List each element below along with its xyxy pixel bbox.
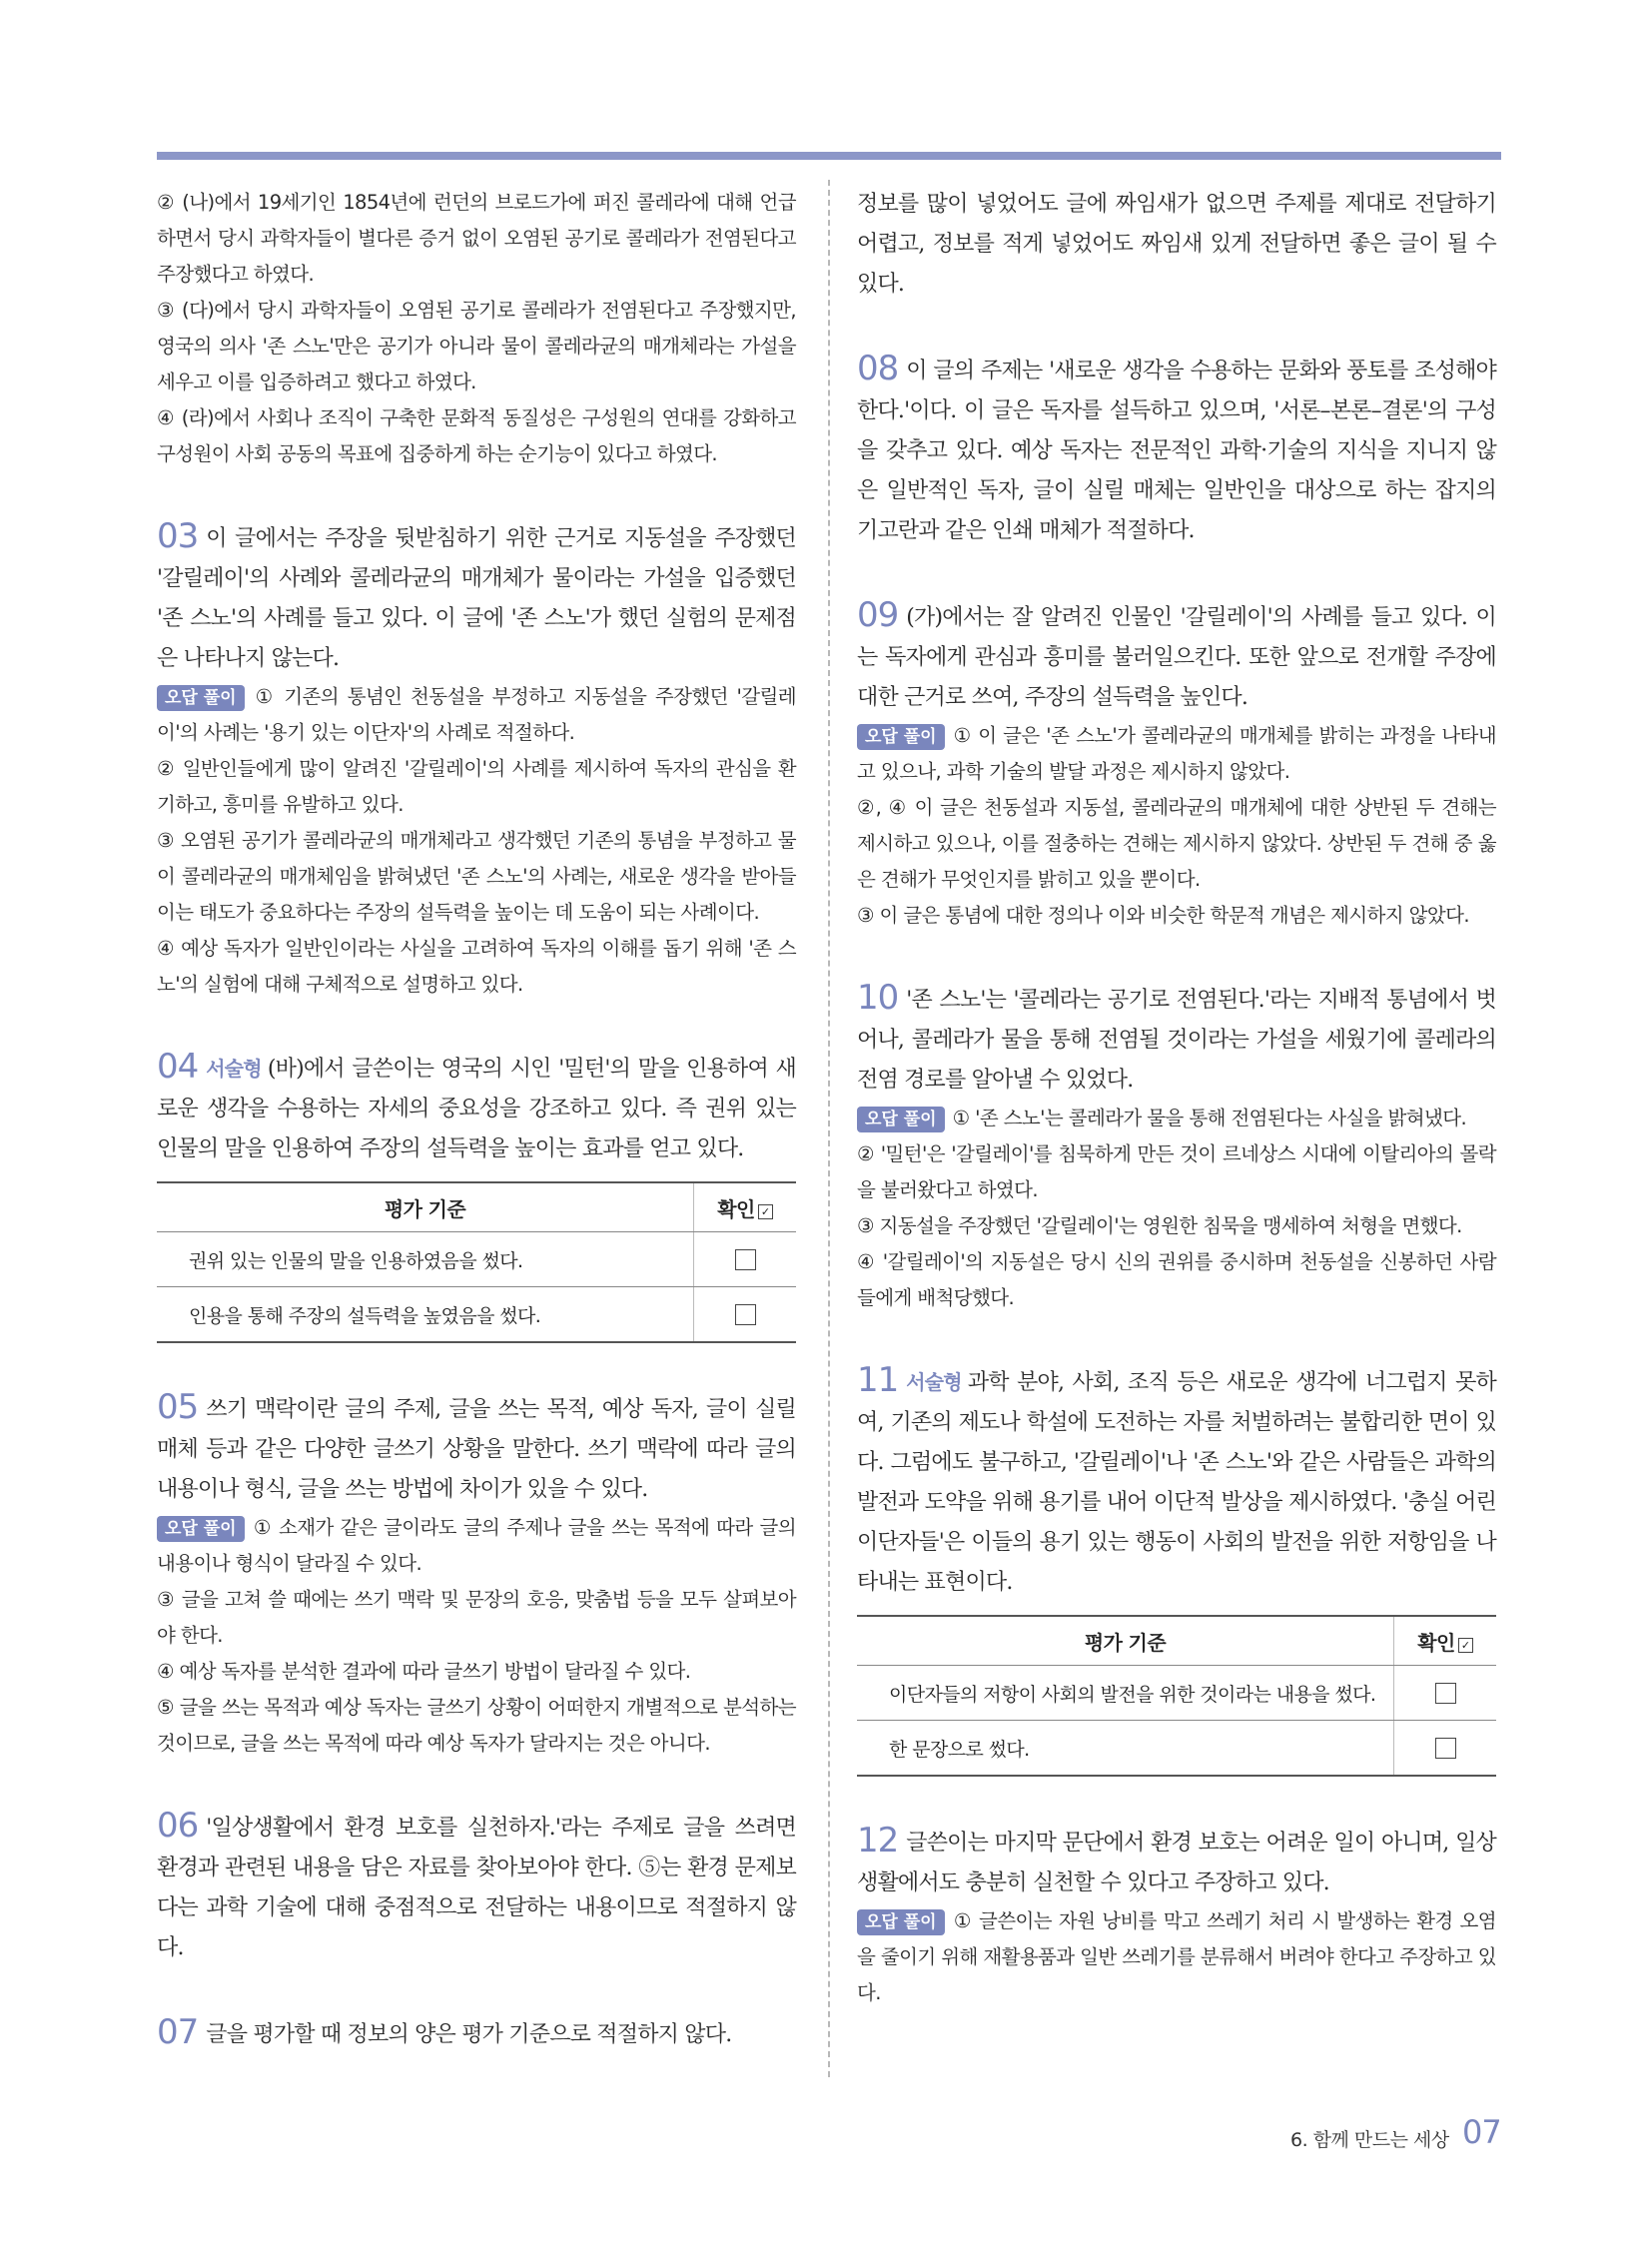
wrong-answer-badge: 오답 풀이 bbox=[857, 1107, 945, 1132]
checkbox[interactable] bbox=[1435, 1683, 1456, 1704]
wrong-answer-note: ③ 오염된 공기가 콜레라균의 매개체라고 생각했던 기존의 통념을 부정하고 물이 콜레라균의 매개체임을 밝혀냈던 '존 스노'의 사례는, 새로운 생각을 받아들이는 태도가 중요하다는 주장의 설득력을 높이는 데 도움이 되는 사례이다. bbox=[157, 829, 796, 924]
criteria-header: 평가 기준 bbox=[157, 1182, 694, 1232]
answer-text: 글을 평가할 때 정보의 양은 평가 기준으로 적절하지 않다. bbox=[206, 2022, 732, 2047]
wrong-answer-note: 오답 풀이 ① '존 스노'는 콜레라가 물을 통해 전염된다는 사실을 밝혀냈다. bbox=[857, 1101, 1496, 1136]
criteria-table bbox=[157, 1181, 796, 1343]
question-number: 08 bbox=[857, 349, 899, 388]
question-number: 09 bbox=[857, 595, 899, 635]
checkbox[interactable] bbox=[1435, 1738, 1456, 1759]
table-row bbox=[157, 1287, 796, 1343]
wrong-answer-note: ③ 이 글은 통념에 대한 정의나 이와 비슷한 학문적 개념은 제시하지 않았다. bbox=[857, 904, 1469, 927]
answer-text: 글쓴이는 마지막 문단에서 환경 보호는 어려운 일이 아니며, 일상생활에서도 충분히 실천할 수 있다고 주장하고 있다. bbox=[857, 1831, 1496, 1895]
answer-text: '존 스노'는 '콜레라는 공기로 전염된다.'라는 지배적 통념에서 벗어나, 콜레라가 물을 통해 전염될 것이라는 가설을 세웠기에 콜레라의 전염 경로를 알아낼 수 있었다. bbox=[857, 988, 1496, 1093]
wrong-answer-note: 오답 풀이 ① 소재가 같은 글이라도 글의 주제나 글을 쓰는 목적에 따라 글의 내용이나 형식이 달라질 수 있다. bbox=[157, 1516, 796, 1575]
criteria-cell: 한 문장으로 썼다. bbox=[857, 1721, 1394, 1777]
answer-10 bbox=[857, 978, 1496, 1101]
chapter-title: 6. 함께 만드는 세상 bbox=[1290, 2129, 1449, 2151]
checkmark-icon: ✓ bbox=[1458, 1638, 1473, 1653]
wrong-answer-note: ④ 예상 독자가 일반인이라는 사실을 고려하여 독자의 이해를 돕기 위해 '존 스노'의 실험에 대해 구체적으로 설명하고 있다. bbox=[157, 937, 796, 996]
check-header: 확인 ✓ bbox=[1394, 1616, 1497, 1666]
wrong-answer-note: 오답 풀이 ① 글쓴이는 자원 낭비를 막고 쓰레기 처리 시 발생하는 환경 오염을 줄이기 위해 재활용품과 일반 쓰레기를 분류해서 버려야 한다고 주장하고 있다. bbox=[857, 1909, 1496, 2004]
column-divider bbox=[828, 180, 830, 2077]
wrong-answer-note: 오답 풀이 ① 기존의 통념인 천동설을 부정하고 지동설을 주장했던 '갈릴레이'의 사례는 '용기 있는 이단자'의 사례로 적절하다. bbox=[157, 685, 796, 744]
question-number: 04 bbox=[157, 1047, 199, 1087]
wrong-answer-badge: 오답 풀이 bbox=[157, 685, 245, 711]
wrong-answer-note: ② '밀턴'은 '갈릴레이'를 침묵하게 만든 것이 르네상스 시대에 이탈리아의 몰락을 불러왔다고 하였다. bbox=[857, 1142, 1496, 1201]
essay-tag: 서술형 bbox=[906, 1370, 962, 1394]
answer-04 bbox=[157, 1047, 796, 1169]
prev-answer-note-4: ④ (라)에서 사회나 조직이 구축한 문화적 동질성은 구성원의 연대를 강화하고 구성원이 사회 공동의 목표에 집중하게 하는 순기능이 있다고 하였다. bbox=[157, 406, 796, 465]
criteria-cell: 이단자들의 저항이 사회의 발전을 위한 것이라는 내용을 썼다. bbox=[857, 1666, 1394, 1721]
essay-tag: 서술형 bbox=[206, 1057, 262, 1081]
answer-05 bbox=[157, 1387, 796, 1510]
question-number: 03 bbox=[157, 516, 199, 556]
answer-text: 이 글에서는 주장을 뒷받침하기 위한 근거로 지동설을 주장했던 '갈릴레이'의 사례와 콜레라균의 매개체가 물이라는 가설을 입증했던 '존 스노'의 사례를 들고 있다. 이 글에 '존 스노'가 했던 실험의 문제점은 나타나지 않는다. bbox=[157, 526, 796, 671]
prev-answer-note-3: ③ (다)에서 당시 과학자들이 오염된 공기로 콜레라가 전염된다고 주장했지만, 영국의 의사 '존 스노'만은 공기가 아니라 물이 콜레라균의 매개체라는 가설을 세우고 이를 입증하려고 했다고 하였다. bbox=[157, 299, 796, 393]
wrong-answer-badge: 오답 풀이 bbox=[157, 1516, 245, 1542]
criteria-header: 평가 기준 bbox=[857, 1616, 1394, 1666]
answer-text: 이 글의 주제는 '새로운 생각을 수용하는 문화와 풍토를 조성해야 한다.'이다. 이 글은 독자를 설득하고 있으며, '서론–본론–결론'의 구성을 갖추고 있다. 예상 독자는 전문적인 과학·기술의 지식을 지니지 않은 일반적인 독자, 글이 실릴 매체는 일반인을 대상으로 하는 잡지의 기고란과 같은 인쇄 매체가 적절하다. bbox=[857, 359, 1496, 543]
answer-03 bbox=[157, 516, 796, 679]
criteria-cell: 권위 있는 인물의 말을 인용하였음을 썼다. bbox=[157, 1232, 694, 1287]
wrong-answer-badge: 오답 풀이 bbox=[857, 724, 945, 750]
criteria-cell: 인용을 통해 주장의 설득력을 높였음을 썼다. bbox=[157, 1287, 694, 1343]
question-number: 12 bbox=[857, 1821, 899, 1861]
question-number: 10 bbox=[857, 978, 899, 1018]
check-header: 확인 ✓ bbox=[694, 1182, 797, 1232]
wrong-answer-note: ③ 지동설을 주장했던 '갈릴레이'는 영원한 침묵을 맹세하여 처형을 면했다. bbox=[857, 1214, 1462, 1237]
table-row bbox=[157, 1232, 796, 1287]
criteria-table bbox=[857, 1615, 1496, 1777]
wrong-answer-badge: 오답 풀이 bbox=[857, 1909, 945, 1935]
answer-text: (가)에서는 잘 알려진 인물인 '갈릴레이'의 사례를 들고 있다. 이는 독자에게 관심과 흥미를 불러일으킨다. 또한 앞으로 전개할 주장에 대한 근거로 쓰여, 주장의 설득력을 높인다. bbox=[857, 605, 1496, 710]
header-rule bbox=[157, 152, 1501, 160]
wrong-answer-note: ④ 예상 독자를 분석한 결과에 따라 글쓰기 방법이 달라질 수 있다. bbox=[157, 1660, 691, 1683]
question-number: 11 bbox=[857, 1360, 899, 1400]
answer-text: (바)에서 글쓴이는 영국의 시인 '밀턴'의 말을 인용하여 새로운 생각을 수용하는 자세의 중요성을 강조하고 있다. 즉 권위 있는 인물의 말을 인용하여 주장의 설득력을 높이는 효과를 얻고 있다. bbox=[157, 1057, 796, 1161]
question-number: 06 bbox=[157, 1806, 199, 1846]
question-number: 07 bbox=[157, 2012, 199, 2052]
left-column bbox=[157, 185, 796, 2055]
table-row bbox=[857, 1666, 1496, 1721]
answer-text: '일상생활에서 환경 보호를 실천하자.'라는 주제로 글을 쓰려면 환경과 관련된 내용을 담은 자료를 찾아보아야 한다. ⑤는 환경 문제보다는 과학 기술에 대해 중점적으로 전달하는 내용이므로 적절하지 않다. bbox=[157, 1816, 796, 1960]
table-row bbox=[857, 1721, 1496, 1777]
answer-09 bbox=[857, 595, 1496, 718]
answer-11 bbox=[857, 1360, 1496, 1603]
answer-12 bbox=[857, 1821, 1496, 1903]
page-number: 07 bbox=[1462, 2113, 1501, 2151]
wrong-answer-note: ②, ④ 이 글은 천동설과 지동설, 콜레라균의 매개체에 대한 상반된 두 견해는 제시하고 있으나, 이를 절충하는 견해는 제시하지 않았다. 상반된 두 견해 중 옳은 견해가 무엇인지를 밝히고 있을 뿐이다. bbox=[857, 796, 1496, 891]
wrong-answer-note: ② 일반인들에게 많이 알려진 '갈릴레이'의 사례를 제시하여 독자의 관심을 환기하고, 흥미를 유발하고 있다. bbox=[157, 757, 796, 816]
answer-text: 쓰기 맥락이란 글의 주제, 글을 쓰는 목적, 예상 독자, 글이 실릴 매체 등과 같은 다양한 글쓰기 상황을 말한다. 쓰기 맥락에 따라 글의 내용이나 형식, 글을 쓰는 방법에 차이가 있을 수 있다. bbox=[157, 1397, 796, 1502]
prev-answer-note-2: ② (나)에서 19세기인 1854년에 런던의 브로드가에 퍼진 콜레라에 대해 언급하면서 당시 과학자들이 별다른 증거 없이 오염된 공기로 콜레라가 전염된다고 주장했다고 하였다. bbox=[157, 191, 796, 286]
wrong-answer-note: ④ '갈릴레이'의 지동설은 당시 신의 권위를 중시하며 천동설을 신봉하던 사람들에게 배척당했다. bbox=[857, 1250, 1496, 1309]
wrong-answer-note: ⑤ 글을 쓰는 목적과 예상 독자는 글쓰기 상황이 어떠한지 개별적으로 분석하는 것이므로, 글을 쓰는 목적에 따라 예상 독자가 달라지는 것은 아니다. bbox=[157, 1696, 796, 1755]
wrong-answer-note: ③ 글을 고쳐 쓸 때에는 쓰기 맥락 및 문장의 호응, 맞춤법 등을 모두 살펴보아야 한다. bbox=[157, 1588, 796, 1647]
answer-08 bbox=[857, 349, 1496, 551]
checkmark-icon: ✓ bbox=[758, 1204, 773, 1219]
answer-06 bbox=[157, 1806, 796, 1968]
wrong-answer-note: 오답 풀이 ① 이 글은 '존 스노'가 콜레라균의 매개체를 밝히는 과정을 나타내고 있으나, 과학 기술의 발달 과정은 제시하지 않았다. bbox=[857, 724, 1496, 783]
answer-07 bbox=[157, 2012, 796, 2055]
checkbox[interactable] bbox=[735, 1249, 756, 1270]
right-column bbox=[857, 185, 1496, 2011]
question-number: 05 bbox=[157, 1387, 199, 1427]
answer-text: 과학 분야, 사회, 조직 등은 새로운 생각에 너그럽지 못하여, 기존의 제도나 학설에 도전하는 자를 처벌하려는 불합리한 면이 있다. 그럼에도 불구하고, '갈릴레이'나 '존 스노'와 같은 사람들은 과학의 발전과 도약을 위해 용기를 내어 이단적 발상을 제시하였다. '충실 어린 이단자들'은 이들의 용기 있는 행동이 사회의 발전을 위한 저항임을 나타내는 표현이다. bbox=[857, 1370, 1496, 1595]
checkbox[interactable] bbox=[735, 1304, 756, 1325]
answer-07-continued: 정보를 많이 넣었어도 글에 짜임새가 없으면 주제를 제대로 전달하기 어렵고, 정보를 적게 넣었어도 짜임새 있게 전달하면 좋은 글이 될 수 있다. bbox=[857, 192, 1496, 297]
